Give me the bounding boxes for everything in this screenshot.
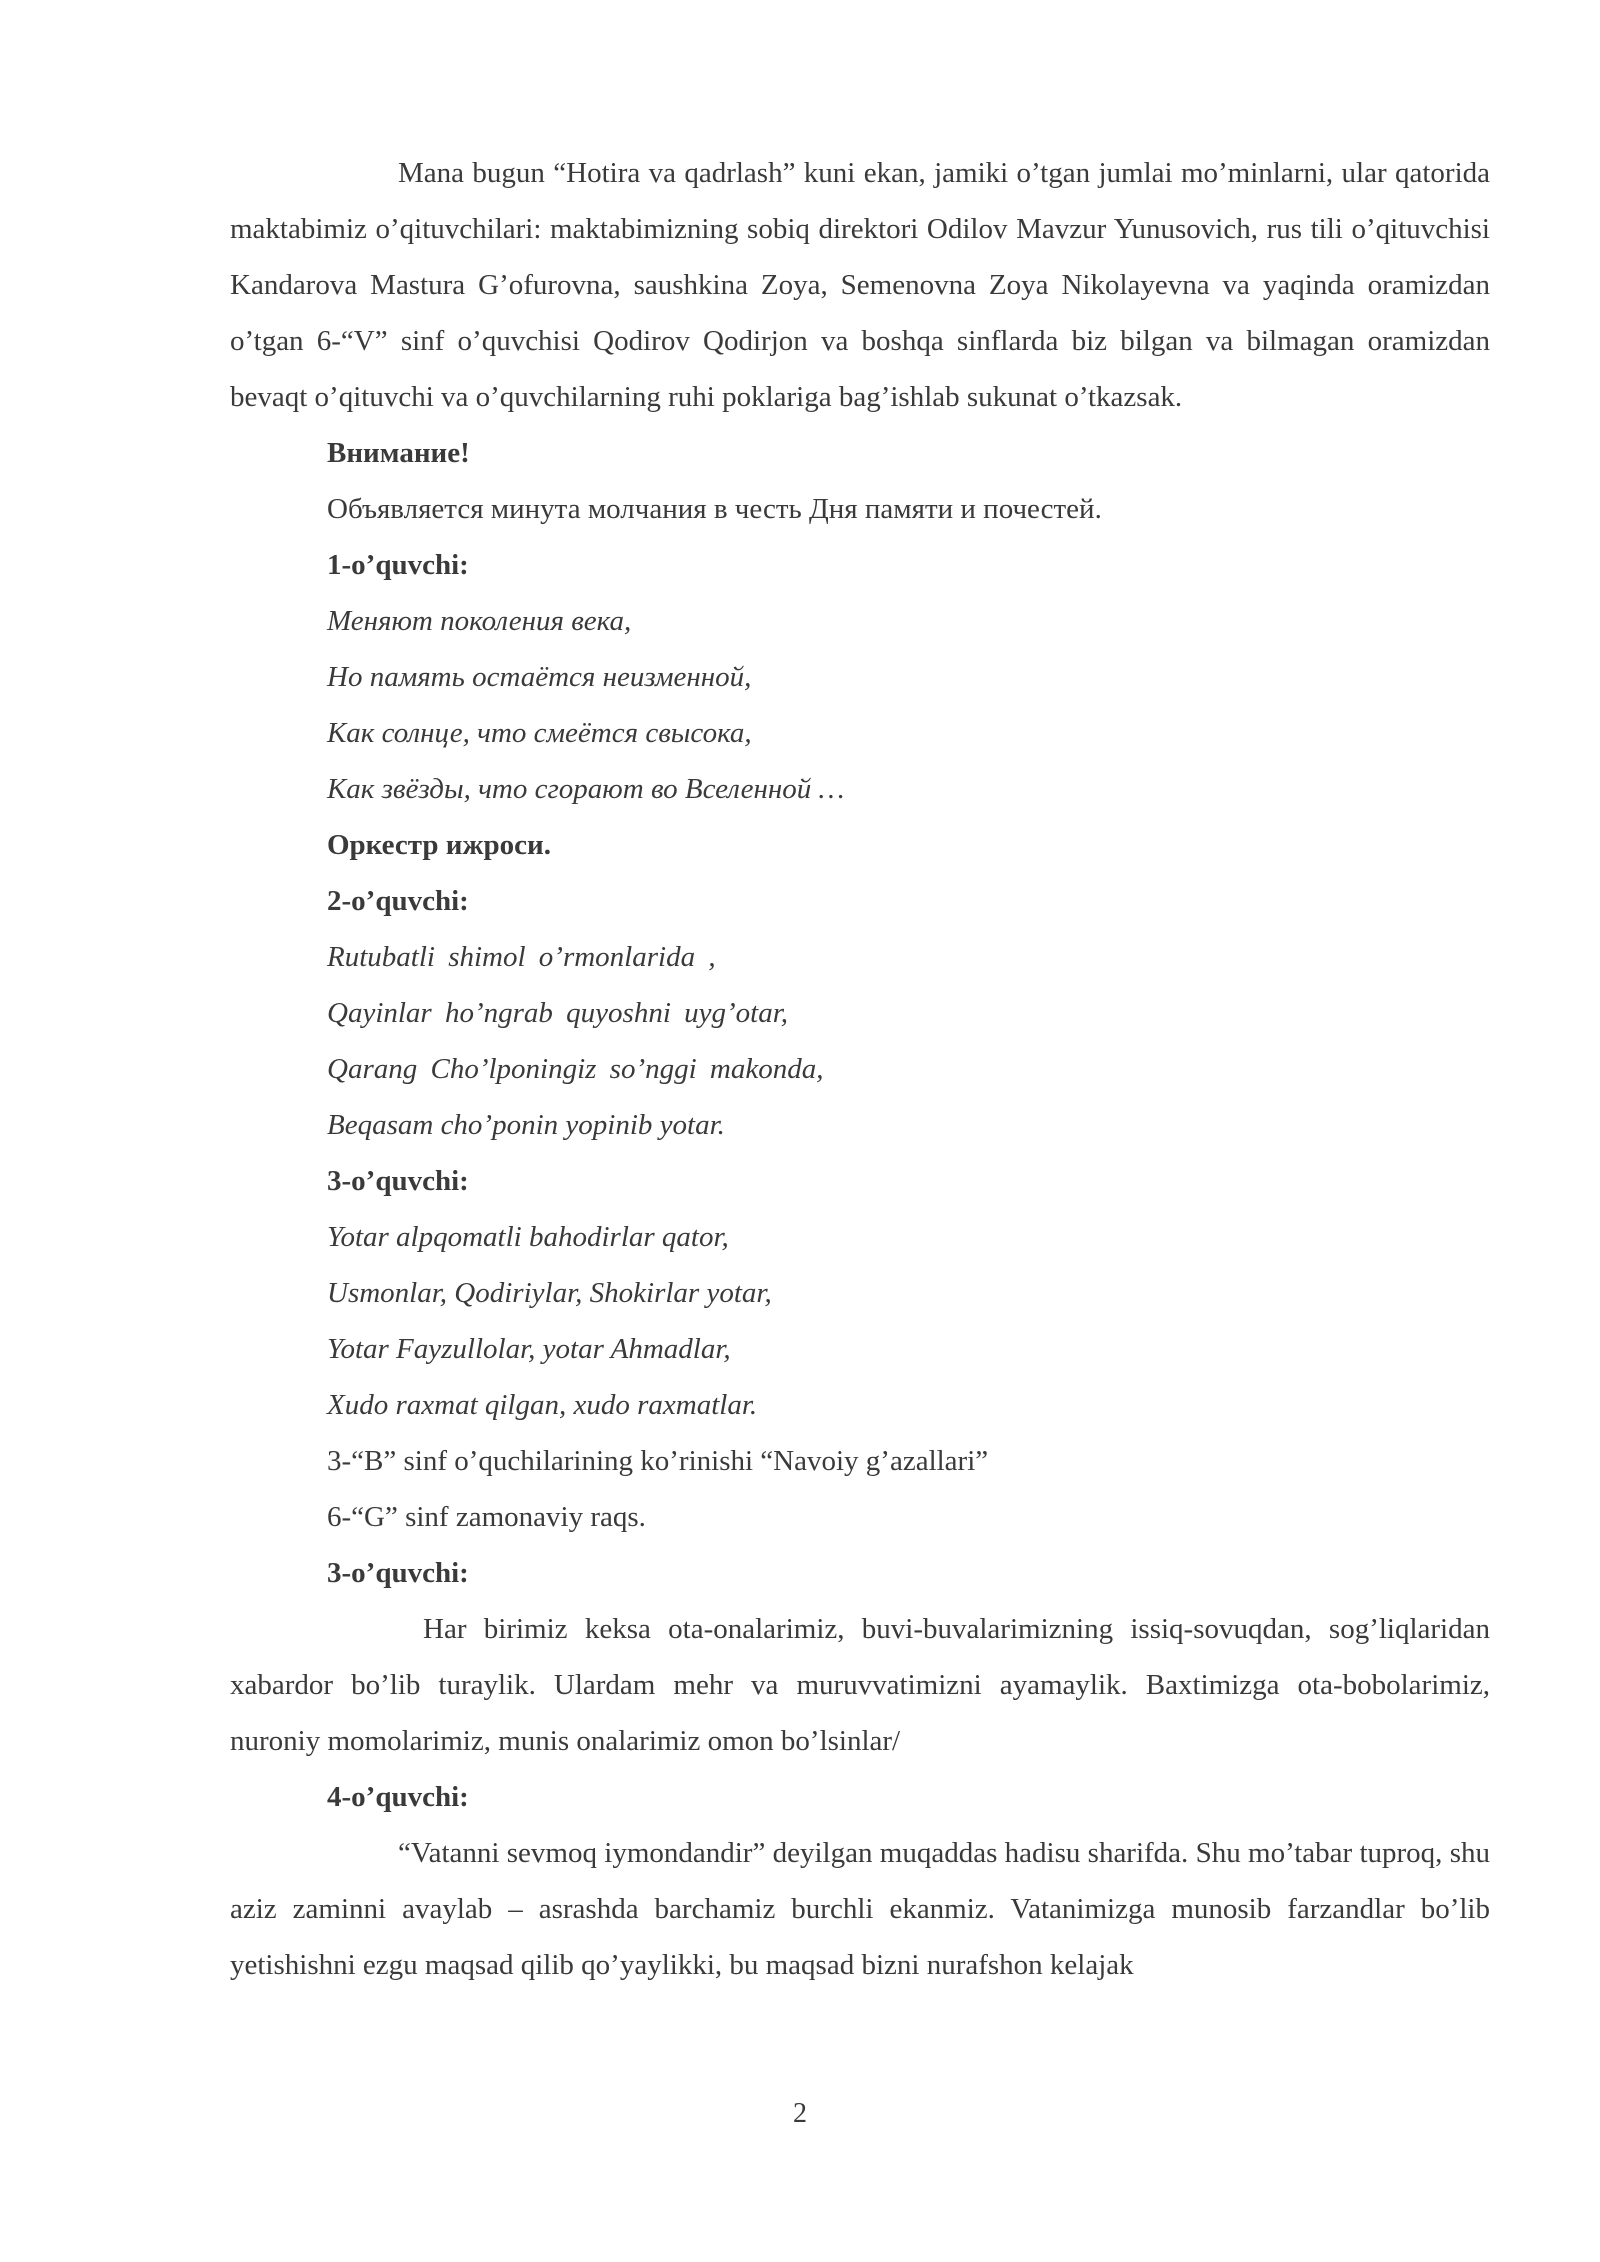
student-4-label: 4-o’quvchi:	[327, 1781, 469, 1813]
attention-text: Объявляется минута молчания в честь Дня памяти и почестей.	[327, 493, 1102, 525]
performance-item: 6-“G” sinf zamonaviy raqs.	[327, 1501, 646, 1533]
student-3-label: 3-o’quvchi:	[327, 1165, 469, 1197]
poem-1-line: Как солнце, что смеётся свысока,	[327, 717, 752, 749]
poem-3-line: Usmonlar, Qodiriylar, Shokirlar yotar,	[327, 1277, 772, 1309]
document-page	[230, 145, 1490, 1993]
poem-3-line: Xudo raxmat qilgan, xudo raxmatlar.	[327, 1389, 758, 1421]
student-3b-label: 3-o’quvchi:	[327, 1557, 469, 1589]
poem-2-line: Beqasam cho’ponin yopinib yotar.	[327, 1109, 725, 1141]
poem-1-line: Как звёзды, что сгорают во Вселенной …	[327, 773, 845, 805]
poem-2-line: Qarang Cho’lponingiz so’nggi makonda,	[327, 1053, 824, 1085]
poem-1-line: Но память остаётся неизменной,	[327, 661, 752, 693]
elders-paragraph: Har birimiz keksa ota-onalarimiz, buvi-buvalarimizning issiq-sovuqdan, sog’liqlaridan xabardor bo’lib turaylik. Ulardam mehr va muruvvatimizni ayamaylik. Baxtimizga ota-bobolarimiz, nuroniy momolarimiz, munis onalarimiz omon bo’lsinlar/	[230, 1613, 1490, 1757]
homeland-paragraph: “Vatanni sevmoq iymondandir” deyilgan muqaddas hadisu sharifda. Shu mo’tabar tuproq, shu aziz zaminni avaylab – asrashda barchamiz burchli ekanmiz. Vatanimizga munosib farzandlar bo’lib yetishishni ezgu maqsad qilib qo’yaylikki, bu maqsad bizni nurafshon kelajak	[230, 1837, 1490, 1981]
student-1-label: 1-o’quvchi:	[327, 549, 469, 581]
student-2-label: 2-o’quvchi:	[327, 885, 469, 917]
poem-2-line: Qayinlar ho’ngrab quyoshni uyg’otar,	[327, 997, 789, 1029]
orchestra-label: Оркестр ижроси.	[327, 829, 551, 861]
performance-item: 3-“B” sinf o’quchilarining ko’rinishi “Navoiy g’azallari”	[327, 1445, 989, 1477]
poem-2-line: Rutubatli shimol o’rmonlarida ,	[327, 941, 716, 973]
attention-heading: Внимание!	[327, 437, 470, 469]
page-number: 2	[793, 2098, 807, 2129]
intro-paragraph: Mana bugun “Hotira va qadrlash” kuni ekan, jamiki o’tgan jumlai mo’minlarni, ular qatorida maktabimiz o’qituvchilari: maktabimizning sobiq direktori Odilov Mavzur Yunusovich, rus tili o’qituvchisi Kandarova Mastura G’ofurovna, saushkina Zoya, Semenovna Zoya Nikolayevna va yaqinda oramizdan o’tgan 6-“V” sinf o’quvchisi Qodirov Qodirjon va boshqa sinflarda biz bilgan va bilmagan oramizdan bevaqt o’qituvchi va o’quvchilarning ruhi poklariga bag’ishlab sukunat o’tkazsak.	[230, 157, 1490, 413]
poem-3-line: Yotar alpqomatli bahodirlar qator,	[327, 1221, 729, 1253]
poem-1-line: Меняют поколения века,	[327, 605, 632, 637]
poem-3-line: Yotar Fayzullolar, yotar Ahmadlar,	[327, 1333, 731, 1365]
